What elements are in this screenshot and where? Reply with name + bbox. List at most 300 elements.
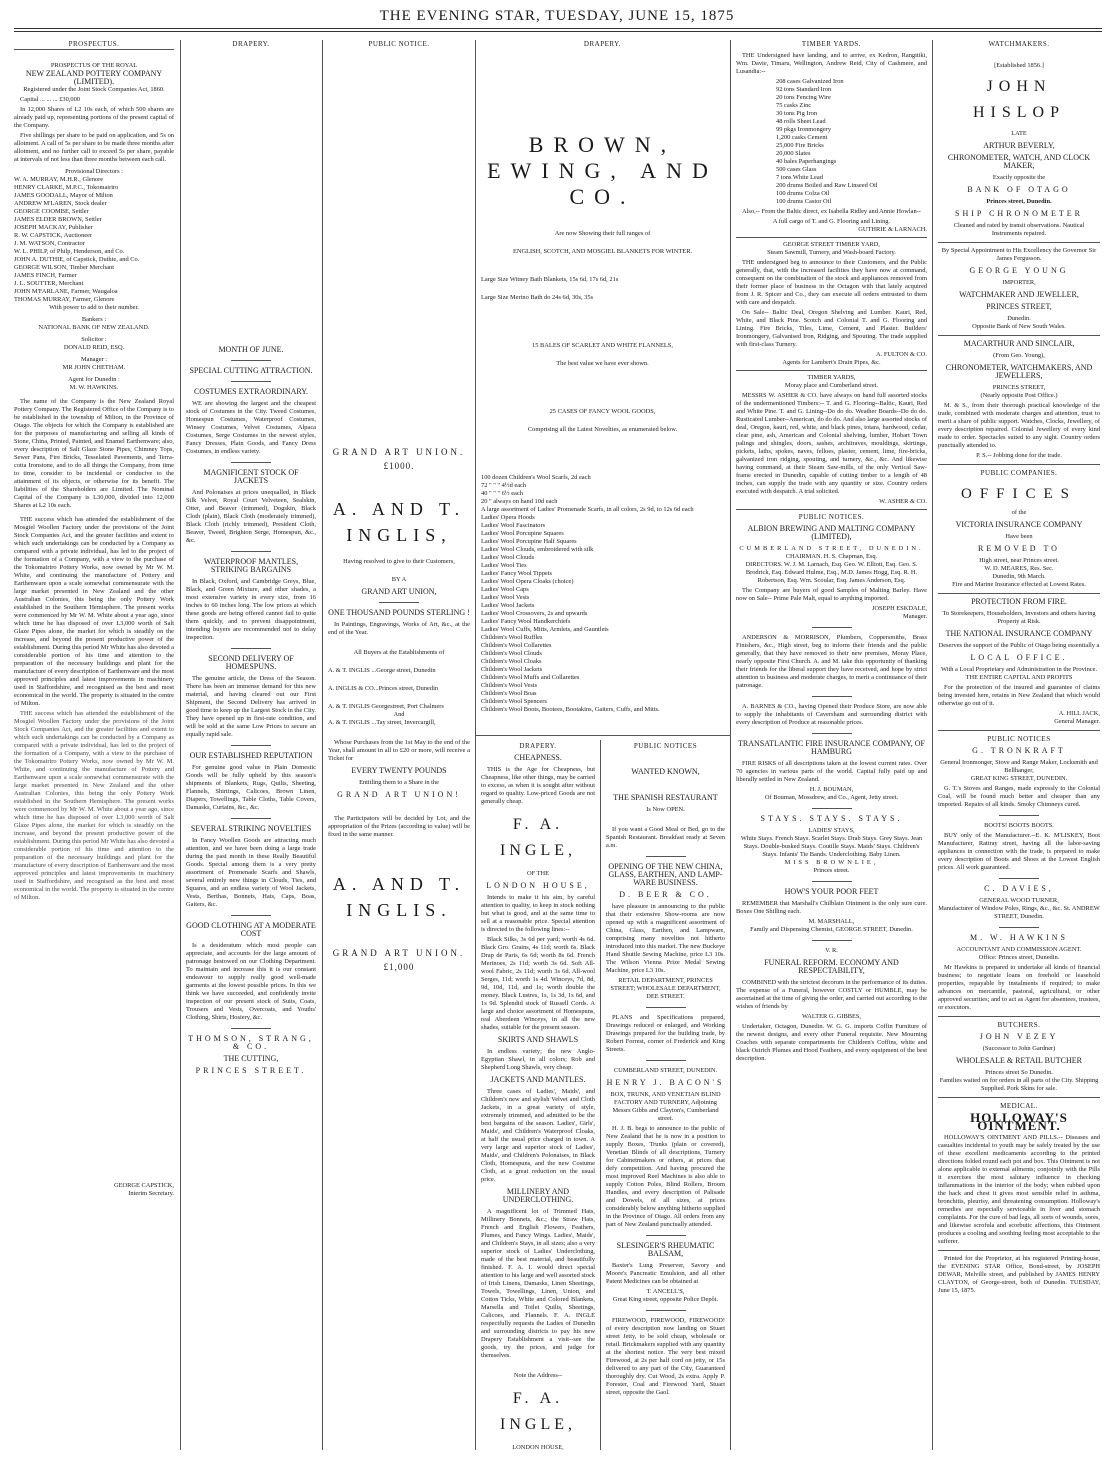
heading: HOW'S YOUR POOR FEET	[784, 887, 879, 896]
firm-name: T. ANCELL'S,	[646, 1288, 685, 1295]
paragraph: White Stays. French Stays. Scarlet Stays. Drab Stays. Grey Stays. Jean Stays. Double-busked Stays. Coutille Stays. Maids' Stays. Children's Stays. Infants' Tie Bands. Underclothing. Baby Linen.	[740, 835, 923, 858]
heading: SKIRTS AND SHAWLS	[497, 1035, 579, 1044]
paragraph: REMEMBER that Marshall's Chilblain Ointment is the only sure cure. Boxes One Shilling each.	[736, 900, 927, 915]
paragraph: PRINCES STREET,	[992, 384, 1046, 391]
list-item: Ladies' Fancy Wool Tippets	[481, 570, 552, 577]
heading: ONE THOUSAND POUNDS STERLING !	[328, 608, 470, 617]
paragraph: MESSRS W. ASHER & CO. have always on hand full assorted stocks of the undermentioned Timbers:-- T. and G. Flooring--Baltic, Kauri, Red and White Pine. T. and G. Lining--Do do do. Weather Boards--Do do do. Rusticated Lumber--American, do do do. And also large assorted stocks of deal, Oregon, kauri, red, white, and black pines, totara, hardwood, cedar, clear pine, ash, American and Colonial shelving, lumber, Hobart Town palings and shingles, doors, sashes, architraves, mouldings, skirtings, pickets, laths, spokes, naves, felloes, plaster, cement, lime, fire-bricks, galvanized iron ridging, spouting, and turnery, &c., &c. And likewise having command, at their Steam Saw-mills, of the only Vertical Saw-frame erected in Dunedin, capable of cutting timber to a length of 48 inches, can supply the trade with any quantity or size. Country orders executed with despatch. A trial solicited.	[736, 392, 927, 495]
firm-name: W. D. MEARES, Res. Sec.	[984, 565, 1054, 572]
paragraph: THE Undersigned have landing, and to arrive, ex Kedron, Rangitiki, Wm. Davie, Timaru, Wellington, Andrew Reid, City of Cashmere, and Lusandia:--	[736, 52, 927, 75]
firm-brown-ewing: BROWN, EWING, AND CO.	[487, 132, 718, 209]
section-heading: PUBLIC NOTICES	[633, 742, 698, 750]
address-line: A. & T. INGLIS Georgestreet, Port Chalmers	[328, 703, 444, 710]
list-item: JOHN M'FARLANE, Farmer, Waugaloa	[14, 288, 118, 295]
section-rule	[476, 735, 730, 736]
signature: GEORGE CAPSTICK,	[113, 1182, 174, 1189]
paragraph: (Nearly opposite Post Office.)	[980, 392, 1058, 399]
heading: FUNERAL REFORM. ECONOMY AND RESPECTABILITY,	[764, 958, 899, 975]
paragraph: Dunedin.	[1007, 315, 1031, 322]
paragraph: Undertaker, Octagon, Dunedin. W. G. G. imports Coffin Furniture of the newest designs, and every other Funeral requisite. New Mourning Coaches with separate compartments for Children's Coffins, white and black Ostrich Plumes and Hood Feathers, and every equipment of the best description.	[736, 1023, 927, 1062]
list-item: ANDREW M'LAREN, Stock dealer	[14, 200, 107, 207]
section-heading: PUBLIC NOTICES.	[798, 513, 865, 521]
paragraph: LATE	[1011, 130, 1027, 137]
list-item: Children's Wool Boots, Bootees, Bootakins, Gaiters, Cuffs, and Mitts.	[481, 706, 660, 713]
list-item: JOHN A. DUTHIE, of Capstick, Duthie, and Co.	[14, 256, 140, 263]
heading: LONDON HOUSE,	[486, 881, 590, 890]
heading: BOOTS! BOOTS BOOTS.	[984, 822, 1054, 829]
list-item: JOSEPH MACKAY, Publisher	[14, 224, 93, 231]
list-item: Ladies' Wool Clouds, embroidered with silk	[481, 546, 594, 553]
address-line: A. INGLIS & CO...Princes street, Dunedin	[328, 685, 439, 692]
paragraph: have pleasure in announcing to the public that their extensive Show-rooms are now opened up with a magnificent assortment of China, Glass, Earthen, and Lampware, comprising many novelties not hitherto introduced into this market. The new Buckeye Hand Shuttle Sewing Machine, price L3 10s. The Wilson Vienna Prize Medal Sewing Machine, price L3 10s.	[606, 903, 725, 974]
firm-address: Great King street, opposite Police Depôt.	[612, 1296, 719, 1303]
of-line: OF THE	[526, 870, 550, 877]
list-item: GEORGE WILSON, Timber Merchant	[14, 264, 114, 271]
heading: CHRONOMETER, WATCH, AND CLOCK MAKER,	[947, 153, 1091, 170]
firm-address: Princes street.	[813, 867, 850, 874]
address-line: A. & T. INGLIS ...Tay street, Invercargill,	[328, 719, 436, 726]
firm-street: PRINCES STREET.	[195, 1066, 307, 1075]
section-rule	[14, 49, 174, 50]
paragraph: HOLLOWAY'S OINTMENT AND PILLS.-- Diseases and casualties incidental to youth may be safely treated by the use of these excellent medicaments according to the printed directions folded round each pot and box. This Ointment is not alone applicable to external ailments; conjointly with the Pills it exercises the most salutary influence in checking inflammations in the interior of the body; when rubbed upon the back and chest it gives most sensible relief in asthma, bronchitis, pleurisy, and threatening consumption. Holloway's remedies are especially serviceable in liver and stomach complaints. For the cure of bad legs, all sorts of wounds, sores, and likewise scrofula and scorbutic affections, this Ointment produces a cooling and soothing feeling most acceptable to the sufferer.	[938, 1134, 1100, 1245]
paragraph: BOX, TRUNK, AND VENETIAN BLIND FACTORY AND TURNERY, Adjoining Messrs Gibbs and Clayton's, Cumberland street.	[610, 1091, 721, 1122]
heading: 25 CASES OF FANCY WOOL GOODS,	[549, 408, 656, 415]
list-item: Children's Wool Boas	[481, 690, 537, 697]
heading: ALBION BREWING AND MALTING COMPANY (LIMITED),	[747, 524, 916, 541]
list-item: J. M. WATSON, Contractor	[14, 240, 85, 247]
heading: SPECIAL CUTTING ATTRACTION.	[189, 366, 313, 375]
holloway-heading: HOLLOWAY'S OINTMENT.	[970, 1110, 1068, 1133]
heading: WATERPROOF MANTLES, STRIKING BARGAINS	[203, 557, 299, 574]
section-heading: PROSPECTUS.	[68, 40, 120, 48]
heading: CUMBERLAND STREET, DUNEDIN.	[613, 1067, 718, 1074]
heading: LADIES' STAYS,	[808, 827, 855, 834]
paragraph: If you want a Good Meal or Bed, go to the Spanish Restaurant. Breakfast ready at Seven a.m.	[606, 826, 725, 849]
directors-list	[14, 176, 174, 312]
paragraph: Are now Showing their full ranges of	[554, 230, 651, 237]
price-line: Large Size Witney Bath Blankets, 15s 6d, 17s 6d, 21s	[481, 276, 619, 283]
list-item: 20,000 Slates	[776, 150, 811, 157]
list-item: Ladies' Wool Cuffs, Mitts, Armlets, and Gauntlets	[481, 626, 609, 633]
column-rule	[932, 40, 933, 1450]
paragraph: Cleaned and rated by transit observations. Nautical Instruments repaired.	[953, 222, 1085, 237]
firm-name: MISS BROWNLIE,	[784, 859, 879, 866]
firm-name: M. MARSHALL,	[808, 918, 855, 925]
section-heading: PUBLIC NOTICE.	[368, 40, 430, 48]
section-heading: TIMBER YARDS.	[801, 40, 862, 48]
list-item: Ladies' Wool Opera Cloaks (choice)	[481, 578, 574, 585]
heading: PRINCES STREET,	[986, 302, 1052, 311]
column-rule	[322, 40, 323, 1450]
list-item: Children's Wool Vests	[481, 682, 538, 689]
heading: GRAND ART UNION,	[361, 587, 437, 596]
heading: OFFICES	[960, 486, 1078, 502]
column-watchmakers	[938, 40, 1100, 1450]
list-item: Children's Wool Ruffles	[481, 634, 543, 641]
paragraph: Three cases of Ladies', Maids', and Children's new and stylish Velvet and Cloth Jackets, in a great variety of style, extremely trimmed, and admitted to be the best bargains of the season. Ladies', Girls', Maids', and Children's Waterproof Cloaks, at half the usual price charged in town. A very large and superior stock of Ladies', Maids', and Children's Polonaises, in Black Cloth, Homespuns, and the new Costume Cloth, at a great reduction on the usual price.	[481, 1088, 595, 1183]
prospectus-body: The name of the Company is the New Zealand Royal Pottery Company. The Registered Office of the Company is to be established in the township of Milton, in the Province of Otago. The objects for which the Company is established are for the purposes of manufacturing and selling all kinds of Stone, China, Printed, Painted, and Enamel Earthenware; also, every description of Salt Glaze Stone Pipes, Chimney Tops, Sewer Pans, Fire Bricks, Tesselated Pavements, and Terra-cotta Ironstone, and to do all things the Company, from time to time, consider to be incidental or conducive to the attainment of its objects, or otherwise for its benefit. The liabilities of the Shareholders are Limited. The Nominal Capital of the Company is L30,000, divided into 12,000 Shares at L2 10s each.	[14, 398, 174, 509]
paragraph: Exactly opposite the	[992, 174, 1046, 181]
paragraph: The best value we have ever shown.	[556, 360, 649, 367]
paragraph: Having resolved to give to their Customers,	[343, 558, 455, 565]
heading: REMOVED TO	[978, 544, 1060, 553]
cargo-list	[736, 78, 927, 206]
royal-crest: V. R.	[825, 947, 838, 954]
list-item: HENRY CLARKE, M.P.C., Tokomairiro	[14, 184, 119, 191]
list-item: JAMES FINCH, Farmer	[14, 272, 77, 279]
paragraph: High street, near Princes street.	[979, 557, 1059, 564]
column-rule	[180, 40, 181, 1450]
firm-name: H. J. BOUMAN,	[809, 786, 854, 793]
paragraph: GENERAL WOOD TURNER,	[979, 897, 1059, 904]
column-timber-yards	[736, 40, 927, 1450]
paragraph: Opposite Bank of New South Wales.	[972, 323, 1066, 330]
shares: In 12,000 Shares of L2 10s each, of which 500 shares are already paid up, representing portions of the present capital of the Company.	[14, 106, 174, 129]
art-union-amount: £1000.	[383, 461, 415, 471]
list-item: A large assortment of Ladies' Promenade Scarfs, in all colors, 2s 9d, to 12s 6d each	[481, 506, 694, 513]
paragraph: GREAT KING STREET, DUNEDIN.	[970, 775, 1068, 782]
firm-name: JOSEPH ESKDALE,	[871, 605, 927, 612]
masthead-rule-double	[14, 31, 1102, 32]
manager-heading: Manager :	[80, 356, 108, 363]
column-public-notice	[328, 40, 470, 1450]
paragraph: General Ironmonger, Stove and Range Maker, Locksmith and Bellhanger,	[940, 759, 1098, 774]
paragraph: The Company are buyers of good Samples of Malting Barley. Have now on Sale-- Prime Pale Malt, equal to anything imported.	[736, 587, 927, 602]
heading: ARTHUR BEVERLY,	[983, 141, 1055, 150]
column-ingle	[481, 742, 595, 1450]
paragraph: [Established 1856.]	[994, 62, 1044, 69]
list-item: Children's Wool Jackets	[481, 666, 543, 673]
signature-title: Interim Secretary.	[128, 1190, 174, 1197]
heading: THE SPANISH RESTAURANT	[613, 793, 718, 802]
firm-ingle: F. A. INGLE,	[500, 816, 576, 859]
scarf-list	[481, 474, 724, 514]
masthead-rule	[14, 28, 1102, 29]
list-item: Ladies' Wool Porcupine Squares	[481, 530, 564, 537]
paragraph: H. J. B. begs to announce to the public of New Zealand that he is now in a position to supply Boxes, Trunks (plain or covered), Venetian Blinds of all descriptions, Turnery for Cabinetmakers or others, at prices that defy competition. And having procured the most improved Reel Machines is also able to supply Cotton Poles, Blind Rollers, Broom Handles, and every description of Palisade and Dowels, of all sizes, at prices considerably below anything hitherto supplied in the Province of Otago. All orders from any part of New Zealand punctually attended.	[606, 1125, 725, 1228]
paragraph: The genuine article, the Dress of the Season. There has been an immense demand for this new material, and having cleared out our First Shipment, the Second Delivery has arrived in good time to keep up the Largest Stock in the City. They have opened up in first-rate condition, and will be sold at the same Low Prices to secure an equally rapid sale.	[186, 675, 316, 738]
heading: EVERY TWENTY POUNDS	[351, 766, 447, 775]
paragraph: (Successor to John Gardner)	[982, 1045, 1056, 1052]
heading: STAYS. STAYS. STAYS.	[760, 814, 903, 823]
registration: Registered under the Joint Stock Companies Act, 1860.	[23, 86, 165, 93]
firm-name: G. TRONKRAFT	[972, 746, 1066, 755]
list-item: 99 pkgs Ironmongery	[776, 126, 832, 133]
list-item: THOMAS MURRAY, Farmer, Glenore	[14, 296, 115, 303]
list-item: Ladies' Wool Caps	[481, 586, 529, 593]
column-rule	[475, 40, 476, 1450]
paragraph: THE undersigned beg to announce to their Customers, and the Public generally, that, with the increased facilities they have now at command, consequent on the combination of the stock and appliances removed from their former place of business in the Octagon with that lately acquired from J. R. Spicer and Co., they can execute all orders entrusted to them with care and despatch.	[736, 259, 927, 306]
bankers-heading: Bankers :	[81, 316, 107, 323]
directors-heading: Provisional Directors :	[65, 168, 123, 175]
paragraph: For the protection of the insured and guarantee of claims being invested here, retains in New Zealand that which would otherwise go out of it.	[938, 684, 1100, 707]
list-item: 48 rolls Sheet Lead	[776, 118, 826, 125]
paragraph: DIRECTORS. W. J. M. Larnach, Esq. Geo. W. Elliott, Esq. Geo. S. Brodrick, Esq. Edward Hulme, Esq., M.D. James Hogg, Esq. R. H. Robertson, Esq. Wm. Scoular, Esq. James Anderson, Esq.	[745, 561, 918, 584]
paragraph: The Participators will be decided by Lot, and the appropriation of the Prizes (according to value) will be fixed in the same manner.	[328, 815, 470, 838]
heading: WHOLESALE & RETAIL BUTCHER	[956, 1056, 1082, 1065]
heading: LONDON HOUSE,	[512, 1444, 564, 1450]
paragraph: Black Silks, 3s 6d per yard; worth 4s 6d. Black Gro. Grains, 4s 11d; worth 6s. Black Drap de Paris, 6s 6d; worth 8s 6d. French Merinoes, 2s 11d; worth 3s 6d. Soft All-wool Fabric, 2s 11d; worth 3s 6d. All-wool Serges, 11d; worth 1s 4d. Winceys, 7d, 8d, 9d, 10d, 11d, and 1s; worth double the money. Black Lustres, 1s, 1s 3d, 1s 6d, and 1s 9d. Splendid stock of Russell Cords. A large and choice assortment of Homespuns, real Aberdeen Winceys, in all the new shades, suitable for the present season.	[481, 936, 595, 1031]
paragraph: Families waited on for orders in all parts of the City. Shipping Supplied. Pork Skins for sale.	[939, 1077, 1099, 1092]
heading: GRAND ART UNION!	[337, 790, 461, 799]
firm-address: Family and Dispensing Chemist, GEORGE STREET, Dunedin.	[750, 926, 913, 933]
heading: CHEAPNESS.	[514, 753, 562, 762]
paragraph: Steam Sawmill, Turnery, and Wash-board Factory.	[767, 249, 896, 256]
list-item: 40 bales Paperhangings	[776, 158, 837, 165]
heading: OPENING OF THE NEW CHINA, GLASS, EARTHEN, AND LAMP-WARE BUSINESS.	[608, 862, 723, 887]
list-item: Children's Wool Cloaks	[481, 658, 542, 665]
heading: VICTORIA INSURANCE COMPANY	[955, 520, 1083, 529]
column-rule	[600, 740, 601, 1450]
list-item: Children's Wool Muffs and Collarettes	[481, 674, 580, 681]
and-line: And	[393, 711, 405, 718]
list-item: GEORGE COOMBE, Settler	[14, 208, 89, 215]
paragraph: Agents for Lambert's Drain Pipes, &c.	[782, 359, 881, 366]
firm-name: C. DAVIES,	[984, 884, 1054, 893]
paragraph: On Sale-- Baltic Deal, Oregon Shelving and Lumber. Kauri, Red, White, and Black Pine. Scotch and Colonial T. and G. Flooring and Lining. Fire Bricks, Tiles, Lime, Cement, and Plaster. Builders' Ironmongery, Galvanised Iron, Ridging, and Spouting. The trade supplied with first-class Turnery.	[736, 309, 927, 348]
paragraph: IMPORTER,	[1002, 279, 1036, 286]
column-prospectus	[14, 40, 174, 1450]
paragraph: Intends to make it his aim, by careful attention to quality, to keep in stock nothing but what is good, and at the same time to sell at a reasonable price. Special attention is directed to the following lines:--	[481, 894, 595, 933]
section-heading: DRAPERY.	[232, 40, 270, 48]
prospectus-title: PROSPECTUS OF THE ROYAL	[50, 62, 138, 69]
paragraph: (From Geo. Young),	[993, 352, 1045, 359]
list-item: Ladies' Wool Clouds	[481, 554, 535, 561]
paragraph: COMBINED with the strictest decorum in the performance of its duties. The expense of a Funeral, however COSTLY or HUMBLE, may be ascertained at the time of giving the order, and carried out according to the wishes of friends by	[736, 979, 927, 1010]
list-item: 500 cases Glass	[776, 166, 817, 173]
firm-title: General Manager.	[1054, 718, 1100, 725]
capital: Capital ... ... ... £30,000	[20, 96, 80, 103]
paragraph: Mr Hawkins is prepared to undertake all kinds of financial business; to negotiate loans on freehold or leasehold properties, repayable by instalments if required; to make advances on mercantile, pastoral, agricultural, or other approved securities; and to act as Agent for absentees, trustees, or executors.	[938, 964, 1100, 1011]
column-brown-ewing	[481, 40, 724, 730]
paragraph: Comprising all the Latest Novelties, as enumerated below.	[527, 426, 678, 433]
list-item: 7 tons White Lead	[776, 174, 823, 181]
paragraph: Manufacturer of Window Poles, Rings, &c., &c. St. ANDREW STREET, Dunedin.	[938, 905, 1100, 920]
heading: WATCHMAKER AND JEWELLER,	[959, 290, 1079, 299]
list-item: Ladies' Fancy Wool Handkerchiefs	[481, 618, 571, 625]
heading: TRANSATLANTIC FIRE INSURANCE COMPANY, OF HAMBURG	[738, 739, 925, 756]
heading: BANK OF OTAGO	[967, 185, 1071, 194]
list-item: 1,200 casks Cement	[776, 134, 828, 141]
firm-name: MACARTHUR AND SINCLAIR,	[963, 339, 1075, 348]
list-item: W. L. PHILP, of Philp, Henderson, and Co.	[14, 248, 125, 255]
firm-ingle: F. A. INGLE,	[500, 1390, 576, 1433]
heading: PROTECTION FROM FIRE.	[971, 597, 1067, 606]
agent-heading: Agent for Dunedin :	[68, 376, 120, 383]
firm-name: GEORGE YOUNG	[969, 266, 1069, 275]
paragraph: A full cargo of T. and G. Flooring and Lining.	[772, 218, 891, 225]
list-item: 25,000 Fire Bricks	[776, 142, 824, 149]
firm-inglis: A. AND T. INGLIS.	[332, 874, 466, 920]
paragraph: Dunedin, 9th March.	[992, 573, 1046, 580]
firm-inglis: A. AND T. INGLIS,	[332, 499, 466, 545]
heading: JACKETS AND MANTLES.	[490, 1075, 586, 1084]
paragraph: With a Local Proprietary and Administration in the Province.	[940, 666, 1098, 673]
section-heading: WATCHMAKERS.	[988, 40, 1050, 48]
paragraph: Deserves the support of the Public of Otago being essentially a	[938, 642, 1100, 649]
list-item: 100 dozen Children's Wool Scarfs, 2d each	[481, 474, 591, 481]
paragraph: P. S.-- Jobbing done for the trade.	[976, 452, 1062, 459]
heading: LOCAL OFFICE.	[970, 653, 1068, 662]
paragraph: All Buyers at the Establishments of	[353, 649, 445, 656]
address-line: A. & T. INGLIS ...George street, Dunedin	[328, 667, 436, 674]
firm-address: CUMBERLAND STREET, DUNEDIN.	[739, 545, 924, 552]
list-item: R. W. CAPSTICK, Auctioneer	[14, 232, 93, 239]
bankers: NATIONAL BANK OF NEW ZEALAND.	[38, 324, 150, 331]
list-item: 72 " " " 4½d each	[481, 482, 527, 489]
list-item: Ladies' Opera Hoods	[481, 514, 535, 521]
paragraph: Is a desideratum which most people can appreciate, and accounts for the large amount of patronage bestowed on our Clothing Department. To maintain and increase this it is our constant endeavour to supply really good well-made garments at the lowest possible prices. In this we think we have succeeded, and confidently invite inspection of our present stock of Suits, Coats, Trousers and Vests, Overcoats, and Youths' Clothing, Shirts, Hosiery, &c.	[186, 942, 316, 1021]
paragraph: In Fancy Woollen Goods are attracting much attention, and we have been doing a large trade during the past month in these Really Beautiful Goods. Special among them is a very pretty assortment of Promenade Scarfs and Shawls, several entirely new things in Clouds, Ties, and Squares, and an endless variety of Wool Jackets, Vests, Berthas, Bonnets, Hats, Caps, Boas, Gaiters, &c.	[186, 837, 316, 908]
list-item: Ladies' Wool Ties	[481, 562, 527, 569]
solicitor-heading: Solicitor :	[81, 336, 107, 343]
firm-name: W. ASHER & CO.	[879, 498, 927, 505]
paragraph: In Paintings, Engravings, Works of Art, &c., at the end of the Year.	[328, 621, 470, 636]
list-item: Children's Wool Collarettes	[481, 642, 552, 649]
solicitor: DONALD REID, ESQ.	[63, 344, 125, 351]
paragraph: A. BARNES & CO., having Opened their Produce Store, are now able to supply the inhabitants of Caversham and surrounding district with every description of Produce at reasonable prices.	[736, 703, 927, 726]
paragraph: Baxter's Lung Preserver, Savory and Moore's Pancreatic Emulsion, and all other Patent Medicines can be obtained at	[606, 1262, 725, 1285]
firm-name: JOHN VEZEY	[979, 1032, 1059, 1041]
company-name: NEW ZEALAND POTTERY COMPANY (LIMITED).	[25, 69, 163, 86]
paragraph: Entitling them to a Share in the	[359, 779, 439, 786]
firm-hislop: JOHN HISLOP	[972, 78, 1065, 121]
paragraph: Office: Princes street, Dunedin.	[978, 954, 1060, 961]
column-drapery	[186, 40, 316, 1450]
firm-title: Manager.	[903, 613, 927, 620]
heading: OUR ESTABLISHED REPUTATION	[189, 751, 313, 760]
heading: THE NATIONAL INSURANCE COMPANY	[945, 629, 1093, 638]
section-heading: PUBLIC NOTICES	[987, 735, 1051, 743]
heading: MAGNIFICENT STOCK OF JACKETS	[203, 468, 299, 485]
list-item: JAMES ELDER BROWN, Settler	[14, 216, 102, 223]
paragraph: RETAIL DEPARTMENT, PRINCES STREET; WHOLESALE DEPARTMENT, DEE STREET.	[610, 977, 721, 1000]
heading: TIMBER YARDS,	[807, 374, 856, 381]
list-item: 40 " " " 6½ each	[481, 490, 523, 497]
manager: MR JOHN CHETHAM.	[62, 364, 126, 371]
heading: MONTH OF JUNE.	[218, 345, 284, 354]
list-item: 30 tons Pig Iron	[776, 110, 818, 117]
paragraph: Have been	[1005, 533, 1033, 540]
list-item: 208 cases Galvanized Iron	[776, 78, 844, 85]
paragraph: A magnificent lot of Trimmed Hats, Millinery Bonnets, &c.; the Straw Hats, French and English Flowers, Feathers, Plumes, and Fancy Wings. Ladies', Maids', and Children's Stays, in all sizes; also a very superior stock of Ladies' Underclothing, made of the best material, and beautifully finished. F. A. I. would direct special attention to his large and well assorted stock of Irish Linens, Damasks, Linen Sheetings, Towels, Towellings, Linen, Union, and Cotton Ticks, White and Colored Blankets, Marsella and Toilet Quilts, Sheetings, Calicoes, and Flannels. F. A. INGLE respectfully requests the Ladies of Dunedin and surrounding districts to pay his new Drapery Establishment a visit--see the goods, try the prices, and judge for themselves.	[481, 1208, 595, 1359]
paragraph: FIRE RISKS of all descriptions taken at the lowest current rates. Over 70 agencies in various parts of the world. Capital fully paid up and liberally settled in New Zealand.	[736, 760, 927, 783]
list-item: 20 " always on hand 10d each	[481, 498, 558, 505]
paragraph: M. & S., from their thorough practical knowledge of the trade, combined with moderate charges and attention, trust to merit a share of public support. Watches, Clocks, Jewellery, of every description repaired. Colonial Jewellery of every kind made to order. Spectacles suited to any sight. Country orders punctually attended to.	[938, 402, 1100, 449]
masthead: THE EVENING STAR, TUESDAY, JUNE 15, 1875	[379, 8, 735, 24]
heading: ENGLISH, SCOTCH, AND MOSGIEL BLANKETS FOR WINTER.	[512, 248, 693, 255]
list-item: 20 tons Fencing Wire	[776, 94, 831, 101]
art-union-title: GRAND ART UNION.	[332, 447, 466, 457]
section-heading: BUTCHERS.	[997, 1021, 1041, 1029]
prospectus-body-continued: THE success which has attended the establishment of the Mosgiel Woollen Factory under the provisions of the Joint Stock Companies Act, and the greater facilities and extent to which such undertakings can be conducted by a Company as compared with a private individual, has led to the project of the formation of a Company, with a view to the purchase of the Tokomairiro Pottery Works, now owned by Mr W. M. White, and continuing the manufacture of Pottery and Earthenware upon a scale somewhat commensurate with the large market presented in New Zealand and the other Australian Colonies, this being the only Pottery Work established in the Southern Hemisphere. The present works were commenced by Mr W. M. White about a year ago, since which time he has disposed of over L3,000 worth of Salt Glaze Pipes alone, the market for which is steadily on the increase, and beyond the present productive power of the establishment. During this period Mr White has also devoted a considerable portion of his time and attention to the preparation of the necessary buildings and plant for the manufacture of every description of Earthenware and the most approved principles and latest improvements in machinery used in Staffordshire, and recognised as the best and most economical in the world. The property is situated in the centre of Milton.	[14, 710, 174, 901]
paragraph: FIREWOOD, FIREWOOD, FIREWOOD! of every description now landing on Stuart street Jetty, to be sold cheap, wholesale or retail. Brickmakers supplied with any quantity at the shortest notice. The very best mixed Firewood, at 2s per half cord on jetty, or 15s delivered to any part of the City, Guaranteed thoroughly dry. Cut Wood, 2s extra. Apply P. Forester, Coal and Firewood Yard, Stuart street, opposite the Gaol.	[606, 1317, 725, 1396]
list-item: With power to add to their number.	[49, 304, 139, 311]
paragraph: And Polonaises at prices unequalled, in Black Silk Velvet, Royal Court Velveteen, Sealskin, Otter, and Beaver (trimmed), Dogskin, Black Cloth (plain), Black Cloth (moderately trimmed), Black Cloth (richly trimmed), President Cloth, Beaver, Tweed, Brighton Serge, Homespun, &c., &c.	[186, 489, 316, 544]
agent: M. W. HAWKINS.	[69, 384, 119, 391]
paragraph: By Special Appointment to His Excellency the Governor Sir James Fergusson.	[941, 247, 1097, 262]
list-item: Children's Wool Spencers	[481, 698, 547, 705]
firm-name: GUTHRIE & LARNACH.	[858, 226, 927, 233]
paragraph: THIS is the Age for Cheapness, but Cheapness, like other things, may be carried to excess, as when it is sought after without regard to quality. Low-priced Goods are not generally cheap.	[481, 766, 595, 805]
heading: WANTED KNOWN,	[631, 767, 700, 776]
paragraph: Fire and Marine Insurance effected at Lowest Rates.	[952, 581, 1086, 588]
paragraph: Also,-- From the Baltic direct, ex Isabella Ridley and Annie Howlan--	[742, 208, 921, 215]
paragraph: In endless variety; the new Anglo-Egyptian Shawl, in all colors; Rob and Shepherd Long Shawls, very cheap.	[481, 1048, 595, 1071]
heading: THE ENTIRE CAPITAL AND PROFITS	[965, 674, 1073, 681]
paragraph: Princes street, Dunedin.	[986, 198, 1052, 205]
paragraph: Whose Purchases from the 1st May to the end of the Year, shall amount in all to £20 or more, will receive a Ticket for	[328, 739, 470, 762]
paragraph: Princes street So Dunedin.	[985, 1069, 1053, 1076]
paragraph: BUY only of the Manufacturer.--E. K. M'LISKEY, Boot Manufacturer, Rattray street, having all the labor-saving appliances in connection with the trade, is prepared to make every description of Boots and Shoes at the Lowest English prices. All work guaranteed.	[938, 832, 1100, 871]
wool-goods-list	[481, 514, 724, 714]
heading: 15 BALES OF SCARLET AND WHITE FLANNELS,	[532, 342, 673, 349]
firm-address: Of Bouman, Mossdrew, and Co., Agent, Jetty street.	[764, 794, 899, 801]
section-heading: MEDICAL.	[1000, 1102, 1038, 1110]
paragraph: of the	[1011, 509, 1027, 516]
heading: SHIP CHRONOMETER	[955, 209, 1083, 218]
paragraph: ANDERSON & MORRISON, Plumbers, Coppersmiths, Brass Finishers, &c., High street, beg to inform their friends and the public generally, that they have removed to their new premises, Moray Place, nearly opposite First Church. A. and M. take this opportunity of thanking their friends for the liberal support they have received, and hope by strict attention to business and moderate charges, to merit a continuance of their patronage.	[736, 634, 927, 689]
firm-name: M. W. HAWKINS	[970, 933, 1068, 942]
by-line: BY A	[391, 576, 407, 583]
heading: COSTUMES EXTRAORDINARY.	[193, 387, 309, 396]
list-item: 92 tons Standard Iron	[776, 86, 832, 93]
list-item: 200 drums Boiled and Raw Linseed Oil	[776, 182, 878, 189]
list-item: W. A. MURRAY, M.H.R., Glenore	[14, 176, 104, 183]
heading: ACCOUNTANT AND COMMISSION AGENT.	[956, 946, 1082, 953]
paragraph: Note the Address--	[513, 1372, 563, 1379]
list-item: JAMES GOODALL, Mayor of Milton	[14, 192, 113, 199]
firm-name: A. FULTON & CO.	[876, 351, 927, 358]
firm-name: WALTER G. GIBBES,	[801, 1013, 862, 1020]
paragraph: PLANS and Specifications prepared, Drawings reduced or enlarged, and Working Drawings prepared for the building trade, by Robert Forrest, corner of Frederick and King Streets.	[606, 1014, 725, 1053]
paragraph: Is Now OPEN.	[646, 806, 685, 813]
paragraph: In Black, Oxford, and Cambridge Greys, Blue, Black, and Green Mixture, and other shades, a most extensive variety in every size, from 16 inches to 60 inches long. The low prices at which these goods are being offered cannot fail to quite them quickly, and to prevent disappointment, intending buyers are recommended not to delay inspection.	[186, 578, 316, 641]
column-rule	[730, 40, 731, 1450]
heading: GEORGE STREET TIMBER YARD,	[783, 241, 880, 248]
firm-name: THOMSON, STRANG, & CO.	[188, 1034, 314, 1051]
art-union-amount: £1,000	[383, 962, 415, 972]
column-public-notices-a	[606, 742, 725, 1450]
paragraph: Moray place and Cumberland street.	[784, 382, 879, 389]
list-item: Ladies' Wool Jackets	[481, 602, 535, 609]
list-item: Ladies' Wool Porcupine Half Squares	[481, 538, 577, 545]
heading: SECOND DELIVERY OF HOMESPUNS.	[208, 654, 294, 671]
paragraph: For genuine good value in Plain Domestic Goods will be fully upheld by this season's shipments of Blankets, Rugs, Quilts, Sheeting, Flannels, Shirtings, Calicoes, Brown Linen, Diapers, Towellings, Table Cloths, Table Covers, Damasks, Curtains, &c., &c.	[186, 764, 316, 811]
heading: SEVERAL STRIKING NOVELTIES	[190, 824, 312, 833]
paragraph: G. T.'s Stoves and Ranges, made expressly to the Colonial Coal, will be found much better and cheaper than any imported. Repairs of all kinds. Smoky Chimneys cured.	[938, 785, 1100, 808]
list-item: Ladies' Wool Fascinators	[481, 522, 546, 529]
imprint: Printed for the Proprietor, at his registered Printing-house, the EVENING STAR Office, Bond-street, by JOSEPH DEWAR, Melville street, and published by JAMES HENRY CLAYTON, of George-street, both of Dunedin. TUESDAY, June 15, 1875.	[938, 1255, 1100, 1294]
section-heading: DRAPERY.	[519, 742, 557, 750]
terms: Five shillings per share to be paid on application, and 5s on allotment. A call of 5s per share to be made three months after allotment, and no further call to exceed 5s per share, payable at intervals of not less than three months between each call.	[14, 132, 174, 163]
paragraph: WE are showing the largest and the cheapest stock of Costumes in the City. Tweed Costumes, Homespun Costumes, Waterproof Costumes, Winsey Costumes, Velvet Costumes, Alpaca Costumes, Serge Costumes in the newest styles, Fancy Dresses, Plain Goods, and Fancy Dress Costumes, in endless variety.	[186, 400, 316, 455]
firm-name: A. HILL JACK,	[1058, 710, 1100, 717]
section-heading: DRAPERY.	[583, 40, 622, 48]
paragraph: CHAIRMAN. H. S. Chapman, Esq.	[785, 553, 878, 560]
heading: MILLINERY AND UNDERCLOTHING.	[502, 1187, 574, 1204]
firm-address: THE CUTTING,	[223, 1054, 279, 1063]
list-item: Ladies' Wool Crossovers, 2s and upwards	[481, 610, 588, 617]
firm-name: D. BEER & CO.	[619, 890, 712, 899]
list-item: Children's Wool Clouds	[481, 650, 542, 657]
list-item: 75 casks Zinc	[776, 102, 812, 109]
prospectus-body-2: THE success which has attended the establishment of the Mosgiel Woollen Factory under the provisions of the Joint Stock Companies Act, and the greater facilities and extent to which such undertakings can be conducted by a Company as compared with a private individual, has led to the project of the formation of a Company, with a view to the purchase of the Tokomairiro Pottery Works, now owned by Mr W. M. White, and continuing the manufacture of Pottery and Earthenware upon a scale somewhat commensurate with the large market presented in New Zealand and the other Australian Colonies, this being the only Pottery Work established in the Southern Hemisphere. The present works were commenced by Mr W. M. White about a year ago, since which time he has disposed of over L3,000 worth of Salt Glaze Pipes alone, the market for which is steadily on the increase, and beyond the present productive power of the establishment. During this period Mr White has also devoted a considerable portion of his time and attention to the preparation of the necessary buildings and plant for the manufacture of every description of Earthenware and the most approved principles and latest improvements in machinery used in Staffordshire, and recognised as the best and most economical in the world. The property is situated in the centre of Milton.	[14, 516, 174, 707]
heading: GOOD CLOTHING AT A MODERATE COST	[186, 921, 316, 938]
price-line: Large Size Merino Bath do 24s 6d, 30s, 35s	[481, 294, 594, 301]
list-item: 100 drums Castor Oil	[776, 198, 832, 205]
art-union-title: GRAND ART UNION.	[332, 948, 466, 958]
